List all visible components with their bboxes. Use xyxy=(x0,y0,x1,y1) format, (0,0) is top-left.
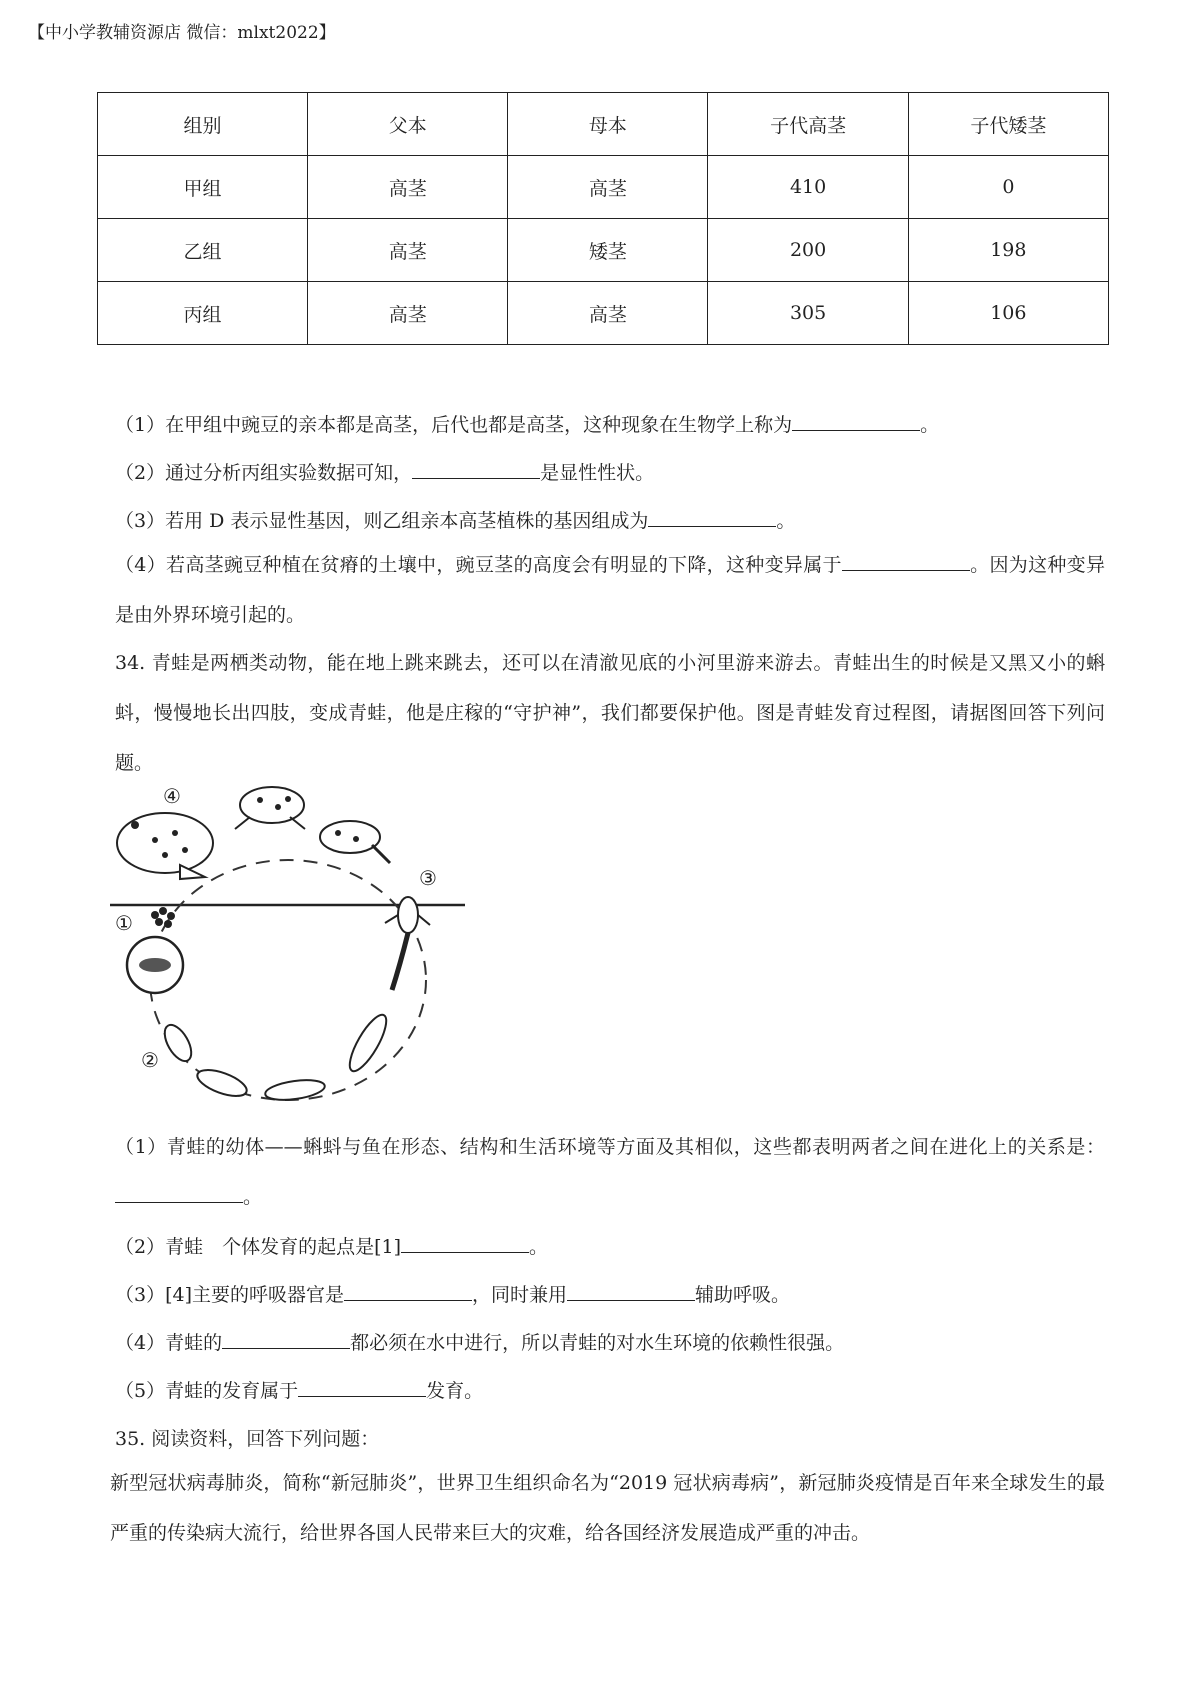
q34-sub1-end: 。 xyxy=(243,1186,263,1208)
q34-intro: 34. 青蛙是两栖类动物，能在地上跳来跳去，还可以在清澈见底的小河里游来游去。青蛙出生的时候是又黑又小的蝌蚪，慢慢地长出四肢，变成青蛙，他是庄稼的“守护神”，我们都要保护他。图是青蛙发育过程图，请据图回答下列问题。 xyxy=(115,652,1105,774)
q34-sub4 xyxy=(115,1328,844,1355)
answer-blank[interactable] xyxy=(648,508,776,527)
figure-label-1: ① xyxy=(115,911,133,935)
q34-sub1 xyxy=(115,1122,1105,1222)
answer-blank[interactable] xyxy=(298,1378,426,1397)
frog-lifecycle-figure xyxy=(110,785,470,1125)
cycle-path xyxy=(150,860,426,1100)
table-header-cell: 子代矮茎 xyxy=(908,93,1108,156)
froglet-icon xyxy=(320,821,390,863)
q33-sub1-end: 。 xyxy=(920,414,940,436)
q33-sub2 xyxy=(115,458,654,485)
table-header-cell: 母本 xyxy=(508,93,708,156)
q34-sub3-text: （3）[4]主要的呼吸器官是 xyxy=(115,1284,345,1306)
q34-sub3-mid: ，同时兼用 xyxy=(472,1284,568,1306)
q33-sub4-end: 。因为这种变异是由外界环境引起的。 xyxy=(115,554,1105,626)
figure-label-2: ② xyxy=(141,1048,159,1072)
q34-sub5-text: （5）青蛙的发育属于 xyxy=(115,1380,299,1402)
q33-sub4 xyxy=(115,540,1105,640)
q34-sub5-end: 发育。 xyxy=(426,1380,484,1402)
table-row xyxy=(98,219,1109,282)
answer-blank[interactable] xyxy=(842,552,970,571)
answer-blank[interactable] xyxy=(567,1282,695,1301)
answer-blank[interactable] xyxy=(222,1330,350,1349)
table-cell: 305 xyxy=(708,282,908,345)
answer-blank[interactable] xyxy=(412,460,540,479)
q34-sub3-end: 辅助呼吸。 xyxy=(695,1284,791,1306)
tadpole-icon xyxy=(159,1010,392,1103)
table-cell: 高茎 xyxy=(508,156,708,219)
q34-sub4-end: 都必须在水中进行，所以青蛙的对水生环境的依赖性很强。 xyxy=(350,1332,845,1354)
table-cell: 矮茎 xyxy=(508,219,708,282)
eggs-icon xyxy=(127,907,183,993)
table-cell: 高茎 xyxy=(308,156,508,219)
q34-sub4-text: （4）青蛙的 xyxy=(115,1332,223,1354)
q34-sub1-text: （1）青蛙的幼体——蝌蚪与鱼在形态、结构和生活环境等方面及其相似，这些都表明两者之间在进化上的关系是： xyxy=(115,1136,1105,1158)
table-cell: 乙组 xyxy=(98,219,308,282)
header-source: 【中小学教辅资源店 微信：mlxt2022】 xyxy=(28,23,336,43)
q34-sub2-text: （2）青蛙 个体发育的起点是[1] xyxy=(115,1236,402,1258)
q33-sub1-text: （1）在甲组中豌豆的亲本都是高茎，后代也都是高茎，这种现象在生物学上称为 xyxy=(115,414,793,436)
q33-sub2-end: 是显性性状。 xyxy=(540,462,655,484)
answer-blank[interactable] xyxy=(115,1184,243,1203)
table-cell: 高茎 xyxy=(308,219,508,282)
q33-sub3-end: 。 xyxy=(776,510,796,532)
young-frog-icon xyxy=(235,787,305,829)
answer-blank[interactable] xyxy=(401,1234,529,1253)
table-row xyxy=(98,282,1109,345)
table-header-row xyxy=(98,93,1109,156)
q34-sub5 xyxy=(115,1376,483,1403)
q34-sub2 xyxy=(115,1232,548,1259)
q34-sub3 xyxy=(115,1280,790,1307)
table-cell: 丙组 xyxy=(98,282,308,345)
table-cell: 410 xyxy=(708,156,908,219)
adult-frog-icon xyxy=(117,813,213,879)
q33-sub3 xyxy=(115,506,795,533)
table-cell: 200 xyxy=(708,219,908,282)
q34-sub2-end: 。 xyxy=(529,1236,549,1258)
q33-sub4-text: （4）若高茎豌豆种植在贫瘠的土壤中，豌豆茎的高度会有明显的下降，这种变异属于 xyxy=(115,554,842,576)
table-header-cell: 子代高茎 xyxy=(708,93,908,156)
answer-blank[interactable] xyxy=(344,1282,472,1301)
answer-blank[interactable] xyxy=(792,412,920,431)
q33-sub1 xyxy=(115,410,939,437)
table-cell: 甲组 xyxy=(98,156,308,219)
figure-label-3: ③ xyxy=(419,866,437,890)
q33-sub2-text: （2）通过分析丙组实验数据可知， xyxy=(115,462,413,484)
tadpole-legs-icon xyxy=(385,897,430,990)
q33-sub3-text: （3）若用 D 表示显性基因，则乙组亲本高茎植株的基因组成为 xyxy=(115,510,649,532)
q35-text: 新型冠状病毒肺炎，简称“新冠肺炎”，世界卫生组织命名为“2019 冠状病毒病”，新冠肺炎疫情是百年来全球发生的最严重的传染病大流行，给世界各国人民带来巨大的灾难，给各国经济发展造成严重的冲击。 xyxy=(110,1472,1105,1544)
figure-label-4: ④ xyxy=(163,785,181,808)
table-row xyxy=(98,156,1109,219)
experiment-table xyxy=(97,92,1109,345)
q35-title: 35. 阅读资料，回答下列问题： xyxy=(115,1428,380,1450)
table-header-cell: 组别 xyxy=(98,93,308,156)
table-cell: 198 xyxy=(908,219,1108,282)
table-cell: 高茎 xyxy=(308,282,508,345)
table-cell: 106 xyxy=(908,282,1108,345)
table-cell: 0 xyxy=(908,156,1108,219)
table-cell: 高茎 xyxy=(508,282,708,345)
table-header-cell: 父本 xyxy=(308,93,508,156)
